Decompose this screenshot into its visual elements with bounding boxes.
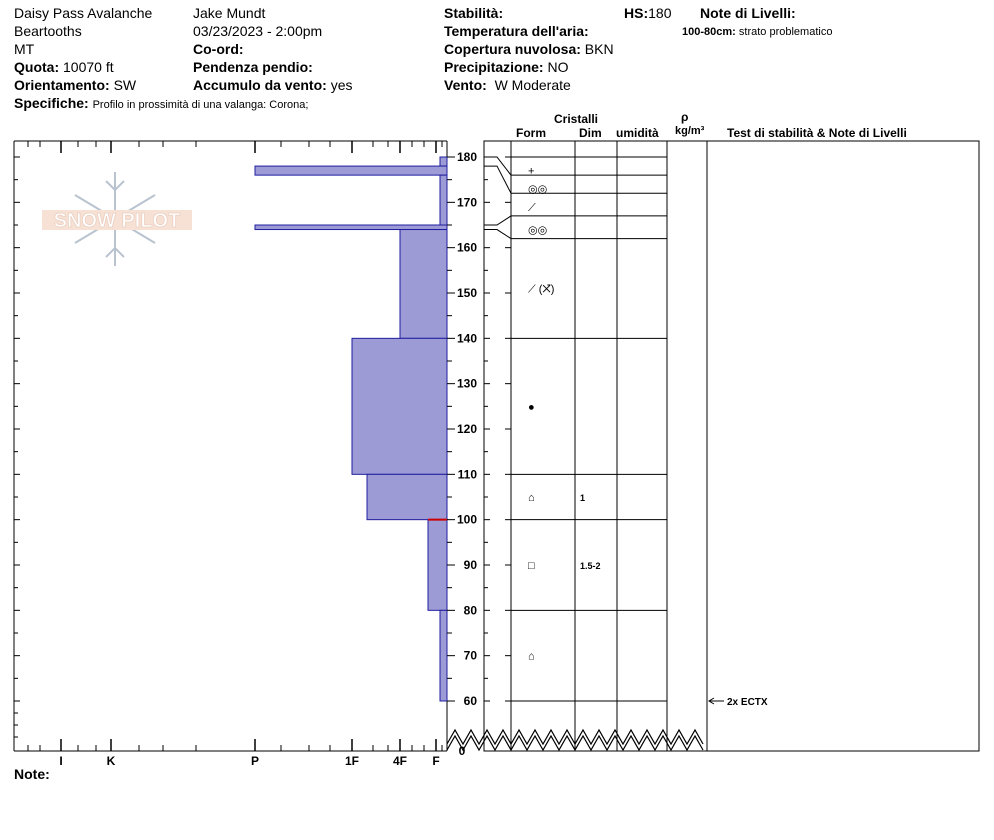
hardness-bar: [367, 474, 447, 519]
depth-tick-label: 100: [456, 512, 477, 527]
hardness-tick-label: 1F: [344, 754, 360, 768]
hs-value: 180: [648, 5, 672, 21]
hardness-bar: [440, 175, 447, 225]
hardness-tick-label: I: [59, 754, 63, 768]
moisture-header: umidità: [616, 126, 659, 140]
stability-test-label: 2x ECTX: [727, 697, 768, 708]
hardness-tick-label: F: [432, 754, 440, 768]
hardness-tick-label: P: [250, 754, 260, 768]
layer-note-range: 100-80cm:: [682, 26, 736, 38]
crystal-form-symbol: □: [528, 560, 535, 572]
crystal-size: 1: [580, 493, 586, 503]
hardness-tick-label: K: [106, 754, 116, 768]
depth-tick-label: 170: [456, 195, 477, 210]
wind-label: Vento:: [444, 77, 487, 93]
slope-label: Pendenza pendio:: [193, 59, 313, 75]
crystal-form-symbol: ●: [528, 401, 535, 414]
aspect-value: SW: [113, 77, 137, 93]
crystal-size: 1.5-2: [580, 561, 601, 571]
hs-label: HS:: [624, 5, 649, 21]
density-unit-header: kg/m³: [675, 125, 705, 137]
coord-label: Co-ord:: [193, 41, 244, 57]
elevation-label: Quota:: [14, 59, 60, 75]
crystal-form-symbol: +: [528, 165, 535, 178]
layer-notes-label: Note di Livelli:: [700, 5, 796, 21]
crystal-form-symbol: ⌂: [528, 492, 535, 504]
depth-tick-label: 80: [463, 603, 477, 618]
depth-tick-label: 70: [463, 648, 477, 663]
depth-tick-label: 60: [463, 694, 477, 708]
air-temp-label: Temperatura dell'aria:: [444, 23, 589, 39]
layer-note-text: strato problematico: [738, 26, 833, 38]
mountain-range: Beartooths: [14, 23, 82, 39]
crystal-form-symbol: ⟋ (✕̄): [528, 283, 555, 296]
aspect-label: Orientamento:: [14, 77, 110, 93]
specifics-label: Specifiche:: [14, 95, 89, 111]
observation-datetime: 03/23/2023 - 2:00pm: [193, 23, 323, 39]
precip-value: NO: [547, 59, 569, 75]
hardness-tick-label: 4F: [392, 754, 408, 768]
stability-label: Stabilità:: [444, 5, 504, 21]
crystal-form-symbol: ⟋: [528, 201, 536, 214]
hardness-bar: [255, 166, 447, 175]
crystals-header: Cristalli: [554, 112, 599, 126]
elevation-value: 10070 ft: [63, 59, 114, 75]
precip-label: Precipitazione:: [444, 59, 544, 75]
depth-tick-label: 110: [457, 467, 477, 482]
location-name: Daisy Pass Avalanche: [14, 5, 153, 21]
wind-value: W Moderate: [494, 77, 571, 93]
hardness-bar: [255, 225, 447, 230]
tests-header: Test di stabilità & Note di Livelli: [727, 126, 907, 140]
sky-label: Copertura nuvolosa:: [444, 41, 581, 57]
hardness-bar: [400, 230, 447, 339]
depth-zero-label: 0: [458, 744, 466, 758]
wind-loading-value: yes: [330, 77, 353, 93]
layer-connector: [484, 230, 511, 239]
hardness-bar: [428, 520, 447, 611]
depth-tick-label: 180: [456, 150, 477, 164]
depth-tick-label: 160: [456, 240, 477, 255]
crystal-form-symbol: ◎◎: [528, 183, 548, 196]
snowpilot-logo: [42, 172, 192, 266]
dim-header: Dim: [579, 126, 602, 140]
depth-tick-label: 150: [456, 286, 477, 300]
sky-value: BKN: [584, 41, 614, 57]
layer-connector: [484, 216, 511, 225]
notes-label: Note:: [14, 766, 50, 782]
rho-header: ρ: [681, 110, 689, 124]
depth-tick-label: 130: [456, 376, 477, 391]
specifics-value: Profilo in prossimità di una valanga: Corona;: [92, 99, 309, 111]
depth-tick-label: 140: [456, 331, 477, 346]
logo-text: SNOW PILOT: [53, 210, 181, 232]
depth-tick-label: 90: [463, 558, 477, 572]
wind-loading-label: Accumulo da vento:: [193, 77, 327, 93]
hardness-bar: [440, 157, 447, 166]
state: MT: [14, 41, 35, 57]
crystal-form-symbol: ⌂: [528, 650, 535, 663]
form-header: Form: [516, 126, 546, 140]
hardness-bar: [352, 338, 447, 474]
depth-tick-label: 120: [456, 422, 477, 436]
layers-frame: [484, 141, 979, 751]
observer-name: Jake Mundt: [193, 5, 266, 21]
crystal-form-symbol: ◎◎: [528, 224, 548, 237]
hardness-bar: [440, 610, 447, 701]
